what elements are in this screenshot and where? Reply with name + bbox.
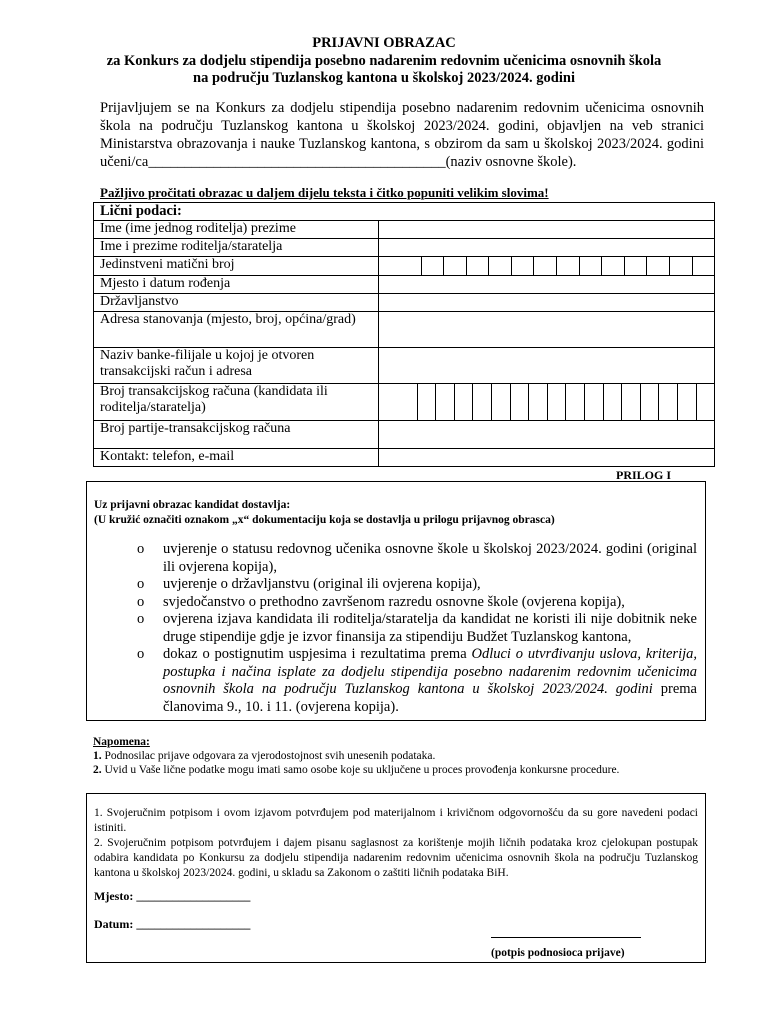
attachments-list: [137, 541, 697, 716]
birth-place-date-field[interactable]: [379, 276, 715, 294]
note-number: 1.: [93, 750, 102, 762]
item-text: uvjerenje o državljanstvu (original ili ovjerena kopija),: [163, 576, 481, 592]
intro-paragraph: [100, 99, 704, 171]
item-text: uvjerenje o statusu redovnog učenika osnovne škole u školskoj 2023/2024. godini (original ili ovjerena kopija),: [163, 541, 697, 575]
row-label: Ime (ime jednog roditelja) prezime: [94, 221, 379, 239]
place-label: Mjesto:: [94, 889, 134, 903]
date-field[interactable]: [94, 917, 250, 932]
item-text-part: dokaz o postignutim uspjesima i rezultatima prema: [163, 646, 467, 662]
bank-field[interactable]: [379, 348, 715, 384]
form-title: PRIJAVNI OBRAZAC: [312, 35, 456, 51]
row-label: Ime i prezime roditelja/staratelja: [94, 239, 379, 257]
row-label: Mjesto i datum rođenja: [94, 276, 379, 294]
form-subtitle-line1: za Konkurs za dodjelu stipendija posebno nadarenim redovnim učenicima osnovnih škola: [106, 53, 662, 69]
account-number-field[interactable]: [379, 384, 715, 421]
item-text: svjedočanstvo o prethodno završenom razredu osnovne škole (ovjerena kopija),: [163, 593, 625, 610]
full-name-field[interactable]: [379, 221, 715, 239]
row-label: Adresa stanovanja (mjesto, broj, općina/grad): [94, 312, 379, 348]
place-blank[interactable]: ___________________: [136, 889, 251, 903]
item-text: [163, 646, 697, 715]
declaration-p2: 2. Svojeručnim potpisom potvrđujem i dajem pisanu saglasnost za korištenje mojih ličnih podataka kroz cjelokupan postupak odabira kandidata po Konkursu za dodjelu stipendija nadarenim redovnim učenicima osnovnih škola na području Tuzlanskog kantona u školskoj 2023/2024. godini, u skladu sa Zakonom o zaštiti ličnih podataka BiH.: [94, 837, 698, 879]
row-label: Državljanstvo: [94, 294, 379, 312]
list-item[interactable]: [137, 594, 697, 612]
note-1: [93, 749, 701, 763]
row-label: Broj transakcijskog računa (kandidata ili roditelja/staratelja): [94, 384, 379, 421]
intro-text: Prijavljujem se na Konkurs za dodjelu stipendija posebno nadarenim redovnim učenicima osnovnih škola na području Tuzlanskog kantona u školskoj 2023/2024. godini, objavljen na veb stranici Ministarstva obrazovanja i nauke Tuzlanskog kantona, s obzirom da sam u školskoj 2023/2024. godini učeni/ca: [100, 100, 704, 170]
row-label: Kontakt: telefon, e-mail: [94, 449, 379, 467]
list-item[interactable]: [137, 646, 697, 716]
form-subtitle-line2: na području Tuzlanskog kantona u školskoj 2023/2024. godini: [193, 70, 575, 86]
declaration-box: [86, 793, 706, 963]
declaration-p1: 1. Svojeručnim potpisom i ovom izjavom potvrđujem pod materijalnom i krivičnom odgovornošću da su gore navedeni podaci istiniti.: [94, 807, 698, 834]
signature-line[interactable]: [491, 937, 641, 938]
attachments-box: [86, 481, 706, 721]
row-label: Naziv banke-filijale u kojoj je otvoren transakcijski račun i adresa: [94, 348, 379, 384]
personal-data-heading: Lični podaci:: [94, 203, 715, 221]
checkbox-circle[interactable]: o: [137, 541, 145, 557]
contact-field[interactable]: [379, 449, 715, 467]
item-text: ovjerena izjava kandidata ili roditelja/staratelja da kandidat ne koristi ili nije dobitnik neke druge stipendije gdje je izvor finansija za stipendiju Budžet Tuzlanskog kantona,: [163, 611, 697, 645]
item-text-part: prema članovima 9., 10. i 11. (ovjerena kopija).: [163, 681, 697, 715]
note-text: Podnosilac prijave odgovara za vjerodostojnost svih unesenih podataka.: [104, 750, 436, 762]
list-item[interactable]: [137, 576, 697, 594]
list-item[interactable]: [137, 611, 697, 646]
personal-data-table: [93, 202, 715, 467]
school-name-blank[interactable]: _________________________________________: [148, 154, 446, 170]
note-2: [93, 763, 701, 777]
jmbg-field[interactable]: [379, 257, 715, 276]
signature-label: (potpis podnosioca prijave): [491, 947, 625, 959]
attachment-label: PRILOG I: [616, 468, 672, 482]
citizenship-field[interactable]: [379, 294, 715, 312]
attachments-heading: [94, 498, 555, 528]
checkbox-circle[interactable]: o: [137, 593, 145, 610]
notes-heading: Napomena:: [93, 736, 150, 748]
attachments-heading-line2: (U kružić označiti oznakom „x“ dokumentaciju koja se dostavlja u prilogu prijavnog obrasca): [94, 514, 555, 526]
checkbox-circle[interactable]: o: [137, 611, 145, 627]
list-item[interactable]: [137, 541, 697, 576]
note-text: Uvid u Vaše lične podatke mogu imati samo osobe koje su uključene u proces provođenja konkursne procedure.: [104, 764, 620, 776]
checkbox-circle[interactable]: o: [137, 646, 145, 662]
address-field[interactable]: [379, 312, 715, 348]
note-number: 2.: [93, 764, 102, 776]
date-blank[interactable]: ___________________: [136, 917, 251, 931]
instruction-note: Pažljivo pročitati obrazac u daljem dijelu teksta i čitko popuniti velikim slovima!: [100, 185, 549, 200]
row-label: Jedinstveni matični broj: [94, 257, 379, 276]
intro-text-end: (naziv osnovne škole).: [445, 154, 577, 170]
account-batch-field[interactable]: [379, 421, 715, 449]
notes-section: [93, 735, 701, 777]
checkbox-circle[interactable]: o: [137, 576, 145, 592]
place-field[interactable]: [94, 889, 250, 904]
row-label: Broj partije-transakcijskog računa: [94, 421, 379, 449]
declaration-text: [94, 806, 698, 881]
date-label: Datum:: [94, 917, 134, 931]
decision-title: Odluci o utvrđivanju uslova, kriterija, postupka i načina isplate za dodjelu stipendija posebno nadarenim redovnim učenicima osnovnih škola na području Tuzlanskog kantona u školskoj 2023/2024. godini: [163, 646, 697, 697]
attachments-heading-line1: Uz prijavni obrazac kandidat dostavlja:: [94, 499, 291, 511]
parent-name-field[interactable]: [379, 239, 715, 257]
